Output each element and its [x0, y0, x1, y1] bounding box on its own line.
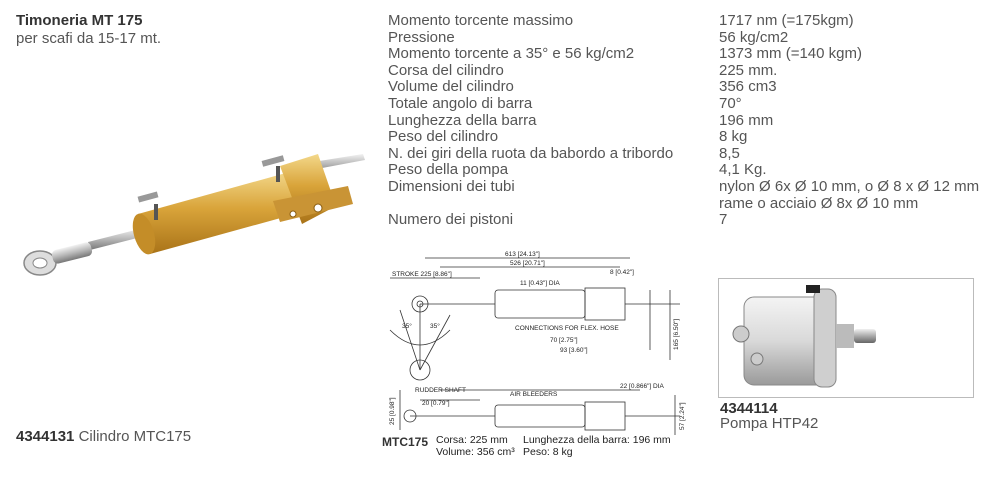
spec-row [388, 196, 988, 213]
dim-613: 613 [24.13"] [505, 251, 540, 258]
spec-label: Numero dei pistoni [388, 211, 514, 229]
spec-row [388, 63, 988, 80]
drawing-model: MTC175 [382, 435, 429, 449]
pump-name: Pompa HTP42 [720, 415, 819, 432]
spec-row [388, 13, 988, 30]
dim-8: 8 [0.42"] [610, 269, 634, 276]
dim-stroke: STROKE 225 [8.86"] [392, 271, 452, 278]
spec-row [388, 212, 988, 229]
drawing-volume: Volume: 356 cm³ [436, 446, 515, 458]
pump-photo [719, 279, 973, 397]
spec-row [388, 113, 988, 130]
product-subtitle: per scafi da 15-17 mt. [16, 30, 162, 47]
specs-table [388, 13, 988, 229]
dim-165: 165 [6.50"] [673, 318, 680, 350]
spec-label: Dimensioni dei tubi [388, 177, 515, 195]
cylinder-name: Cilindro MTC175 [78, 428, 192, 445]
spec-value: 70° [719, 94, 742, 112]
dim-526: 526 [20.71"] [510, 260, 545, 267]
pump-photo-frame [718, 278, 974, 398]
spec-label: Volume del cilindro [388, 78, 514, 96]
dim-70: 70 [2.75"] [550, 337, 578, 344]
spec-value: 1717 nm (=175kgm) [719, 12, 854, 29]
spec-value: 56 kg/cm2 [719, 28, 789, 46]
dim-93: 93 [3.60"] [560, 347, 588, 354]
dim-25: 25 [0.98"] [389, 397, 396, 425]
spec-label: Pressione [388, 28, 455, 46]
spec-label: Momento torcente massimo [388, 12, 574, 29]
spec-label: Totale angolo di barra [388, 94, 533, 112]
spec-row [388, 79, 988, 96]
angle-35-left: 35° [402, 323, 412, 330]
angle-35-right: 35° [430, 323, 440, 330]
cylinder-caption [16, 428, 191, 446]
pump-code: 4344114 [720, 400, 778, 417]
note-connections: CONNECTIONS FOR FLEX. HOSE [515, 325, 619, 332]
spec-value: 8 kg [719, 128, 748, 146]
dim-11: 11 [0.43"] DIA [520, 280, 560, 287]
spec-value: rame o acciaio Ø 8x Ø 10 mm [719, 194, 919, 212]
spec-row [388, 129, 988, 146]
spec-value: 356 cm3 [719, 78, 777, 96]
note-bleeders: AIR BLEEDERS [510, 391, 558, 398]
spec-label: N. dei giri della ruota da babordo a tribordo [388, 144, 674, 162]
spec-label: Corsa del cilindro [388, 61, 504, 79]
dim-22: 22 [0.866"] DIA [620, 383, 664, 390]
drawing-lunghezza: Lunghezza della barra: 196 mm [523, 434, 671, 446]
note-rudder: RUDDER SHAFT [415, 387, 466, 394]
drawing-peso: Peso: 8 kg [523, 446, 573, 458]
product-title: Timoneria MT 175 [16, 12, 143, 29]
spec-value: 8,5 [719, 144, 740, 162]
dim-20: 20 [0.79"] [422, 400, 450, 407]
drawing-corsa: Corsa: 225 mm [436, 434, 508, 446]
spec-row [388, 46, 988, 63]
spec-row [388, 96, 988, 113]
spec-value: nylon Ø 6x Ø 10 mm, o Ø 8 x Ø 12 mm [719, 177, 980, 195]
spec-value: 4,1 Kg. [719, 161, 767, 179]
technical-drawing [380, 250, 700, 460]
spec-row [388, 146, 988, 163]
cylinder-photo [18, 146, 368, 286]
cylinder-code: 4344131 [16, 428, 75, 445]
spec-label [388, 196, 719, 213]
spec-label: Peso della pompa [388, 161, 509, 179]
spec-value: 7 [719, 211, 728, 229]
dim-57: 57 [2.24"] [679, 402, 686, 430]
spec-row [388, 30, 988, 47]
spec-value: 196 mm [719, 111, 774, 129]
spec-value: 1373 mm (=140 kgm) [719, 45, 862, 63]
spec-label: Momento torcente a 35° e 56 kg/cm2 [388, 45, 635, 63]
spec-row [388, 162, 988, 179]
spec-value: 225 mm. [719, 61, 778, 79]
spec-label: Lunghezza della barra [388, 111, 537, 129]
spec-row [388, 179, 988, 196]
spec-label: Peso del cilindro [388, 128, 499, 146]
